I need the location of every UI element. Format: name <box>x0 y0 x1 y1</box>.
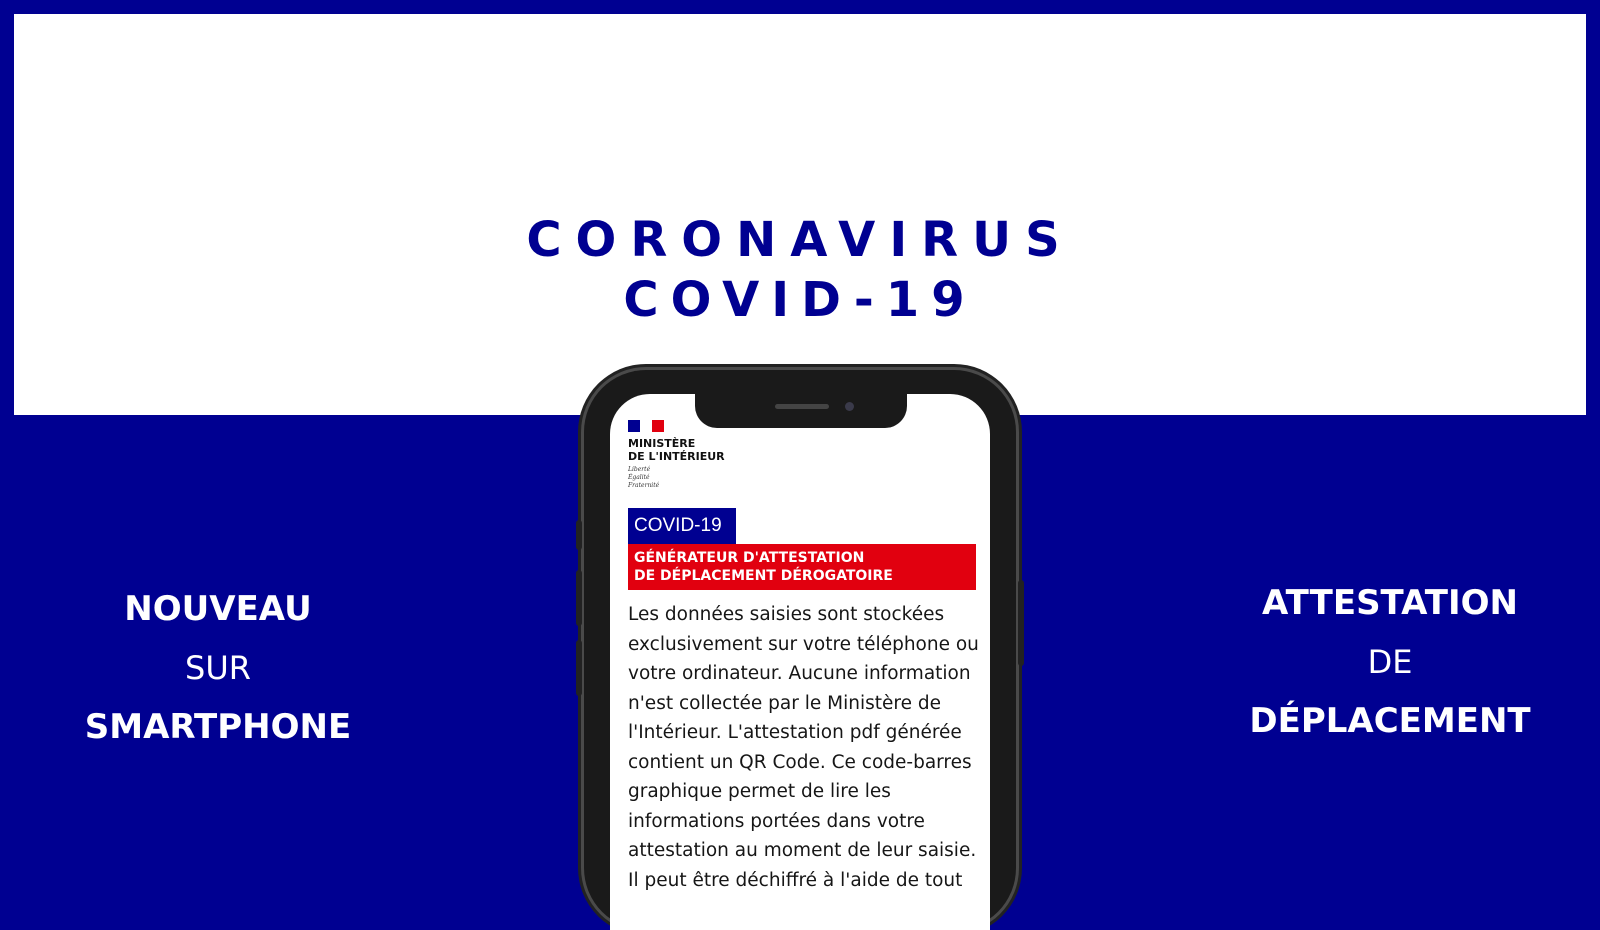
privacy-notice-text: Les données saisies sont stockées exclusivement sur votre téléphone ou votre ordinateur. Aucune information n'est collectée par le Ministère de l'Intérieur. L'attestation pdf générée contient un QR Code. Ce code-barres graphique permet de lire les informations portées dans votre attestation au moment de leur saisie. Il peut être déchiffré à l'aide de tout <box>628 604 979 891</box>
camera-icon <box>845 402 854 411</box>
right-line-deplacement: DÉPLACEMENT <box>1249 701 1531 741</box>
speaker-icon <box>775 404 829 409</box>
phone-volume-up <box>576 570 582 626</box>
right-tagline <box>1180 574 1600 750</box>
left-line-nouveau: NOUVEAU <box>124 589 312 629</box>
headline-coronavirus: CORONAVIRUS <box>526 212 1074 268</box>
phone-power-button <box>1018 580 1024 666</box>
phone-volume-down <box>576 640 582 696</box>
phone-mute-switch <box>576 520 582 550</box>
right-line-attestation: ATTESTATION <box>1262 583 1518 623</box>
left-line-sur: SUR <box>185 649 251 687</box>
smartphone-mockup <box>584 370 1016 930</box>
left-tagline <box>8 580 428 756</box>
headline-covid19: COVID-19 <box>623 272 977 328</box>
headline <box>0 210 1600 330</box>
generator-title-banner: GÉNÉRATEUR D'ATTESTATION DE DÉPLACEMENT DÉROGATOIRE <box>628 544 976 590</box>
phone-screen <box>610 394 990 930</box>
ministry-logo <box>628 420 725 490</box>
ministry-name: MINISTÈRE DE L'INTÉRIEUR <box>628 437 725 463</box>
right-line-de: DE <box>1367 643 1413 681</box>
french-flag-icon <box>628 420 664 432</box>
covid-badge: COVID-19 <box>628 508 736 544</box>
phone-notch <box>695 394 907 428</box>
ministry-motto: Liberté Égalité Fraternité <box>628 466 660 489</box>
left-line-smartphone: SMARTPHONE <box>84 707 352 747</box>
